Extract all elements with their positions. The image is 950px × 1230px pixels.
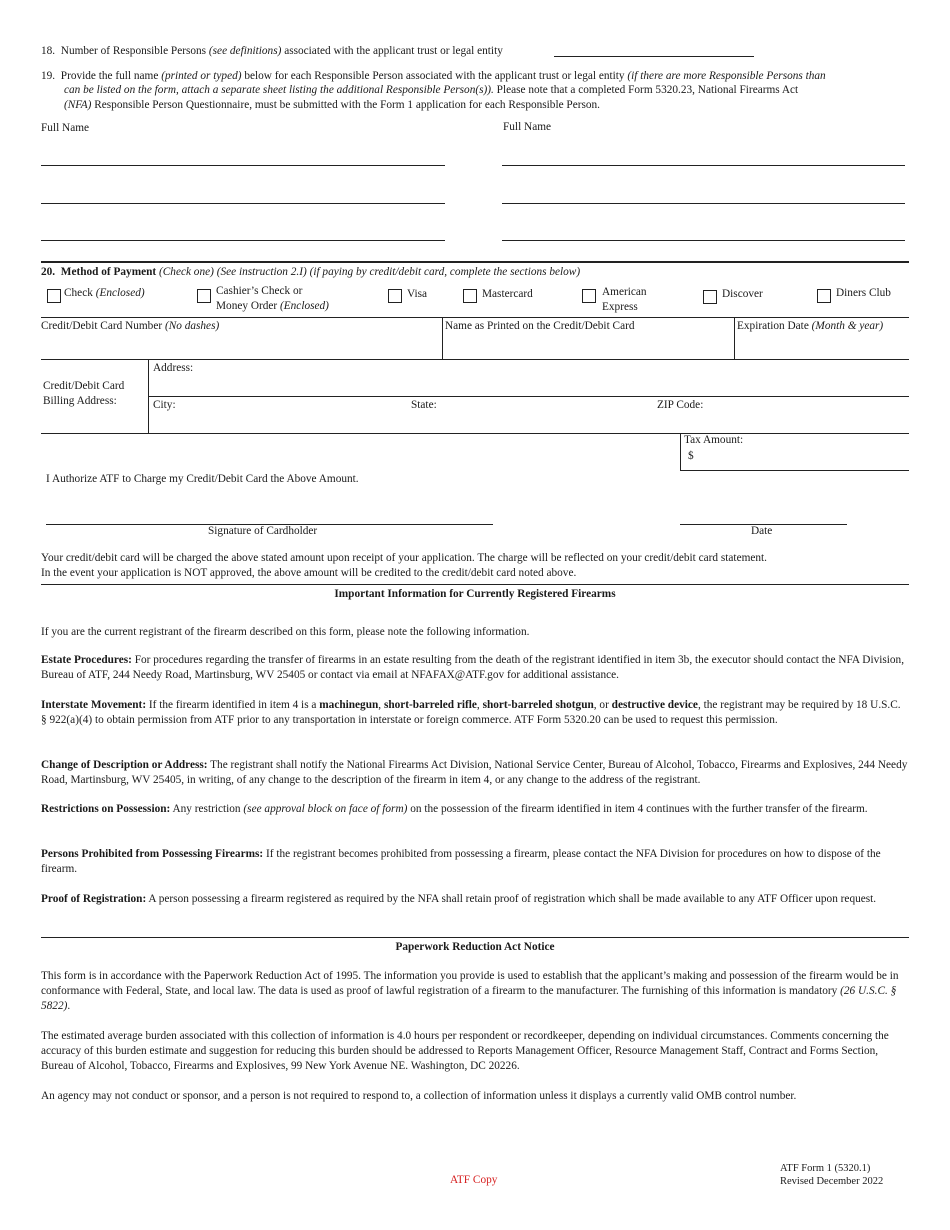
payment-heading: 20. Method of Payment (Check one) (See instruction 2.I) (if paying by credit/debit card, complete the sections below) [41, 266, 581, 278]
item-19-line-2: can be listed on the form, attach a separate sheet listing the additional Responsible Person(s)). Please note that a completed Form 5320.23, National Firearms Act [64, 84, 799, 96]
paperwork-paragraph-2: The estimated average burden associated with this collection of information is 4.0 hours per respondent or recordkeeper, depending on individual circumstances. Comments concerning the accuracy of this burden estimate and suggestion for reducing this burden should be addressed to Reports Management Officer, Resource Management Staff, Contract and Forms Section, Bureau of Alcohol, Tobacco, Firearms and Explosives, 99 New York Avenue NE. Washington, DC 20226. [41, 1030, 889, 1072]
american-express-checkbox[interactable] [582, 289, 596, 303]
persons-prohibited: Persons Prohibited from Possessing Firearms: If the registrant becomes prohibited from possessing a firearm, please contact the NFA Division for procedures on how to dispose of the firearm. [41, 848, 881, 875]
state-input[interactable] [442, 398, 652, 431]
item-19-line-1: 19. Provide the full name (printed or typed) below for each Responsible Person associated with the applicant trust or legal entity (if there are more Responsible Persons than [41, 70, 826, 82]
full-name-label-left: Full Name [41, 122, 90, 134]
item-18-label: 18. Number of Responsible Persons (see definitions) associated with the applicant trust or legal entity [41, 45, 503, 57]
billing-address-label-2: Billing Address: [43, 395, 117, 407]
full-name-field-5[interactable] [502, 203, 905, 204]
discover-checkbox[interactable] [703, 290, 717, 304]
diners-club-label: Diners Club [836, 287, 891, 299]
name-on-card-label: Name as Printed on the Credit/Debit Card [445, 320, 635, 332]
paperwork-paragraph-1: This form is in accordance with the Paperwork Reduction Act of 1995. The information you provide is used to establish that the applicant’s making and possession of the firearm would be in conformance with Federal, State, and local law. The data is used as proof of lawful registration of a firearm to the manufacturer. The furnishing of this information is mandatory (26 U.S.C. § 5822). [41, 970, 899, 1012]
cashiers-check-label-2: Money Order (Enclosed) [216, 300, 329, 312]
visa-label: Visa [407, 288, 428, 300]
authorize-text: I Authorize ATF to Charge my Credit/Debit Card the Above Amount. [46, 473, 359, 485]
american-express-label-1: American [602, 286, 647, 298]
full-name-field-2[interactable] [41, 203, 445, 204]
date-label: Date [751, 525, 773, 537]
billing-address-label-1: Credit/Debit Card [43, 380, 125, 392]
signature-label: Signature of Cardholder [208, 525, 318, 537]
paperwork-divider [41, 937, 909, 938]
american-express-label-2: Express [602, 301, 638, 313]
important-intro: If you are the current registrant of the firearm described on this form, please note the following information. [41, 626, 530, 638]
section-divider [41, 261, 909, 263]
cashiers-check-label-1: Cashier’s Check or [216, 285, 303, 297]
dollar-sign: $ [688, 450, 694, 462]
form-revised: Revised December 2022 [780, 1176, 884, 1187]
tax-amount-input[interactable] [700, 447, 905, 467]
visa-checkbox[interactable] [388, 289, 402, 303]
billing-bottom-rule [41, 433, 909, 434]
item-19-line-3: (NFA) Responsible Person Questionnaire, must be submitted with the Form 1 application for each Responsible Person. [64, 99, 601, 111]
zip-input[interactable] [712, 398, 907, 431]
estate-procedures: Estate Procedures: For procedures regarding the transfer of firearms in an estate resulting from the death of the registrant identified in item 3b, the executor should contact the NFA Division, Bureau of ATF, 244 Needy Road, Martinsburg, WV 25405 or contact via email at NFAFAX@ATF.gov for additional assistance. [41, 654, 905, 681]
address-input[interactable] [200, 361, 900, 395]
tax-divider [680, 433, 681, 470]
card-number-input[interactable] [41, 333, 441, 358]
atf-copy-label: ATF Copy [450, 1174, 498, 1186]
tax-amount-label: Tax Amount: [684, 434, 744, 446]
cashiers-check-checkbox[interactable] [197, 289, 211, 303]
full-name-field-3[interactable] [41, 240, 445, 241]
card-row-bottom-rule [41, 359, 909, 360]
mastercard-checkbox[interactable] [463, 289, 477, 303]
full-name-field-6[interactable] [502, 240, 905, 241]
card-number-label: Credit/Debit Card Number (No dashes) [41, 320, 220, 332]
diners-club-checkbox[interactable] [817, 289, 831, 303]
important-title: Important Information for Currently Registered Firearms [334, 588, 616, 600]
check-label: Check (Enclosed) [64, 287, 145, 299]
mastercard-label: Mastercard [482, 288, 533, 300]
city-label: City: [153, 399, 176, 411]
restrictions-on-possession: Restrictions on Possession: Any restriction (see approval block on face of form) on the possession of the firearm identified in item 4 continues with the further transfer of the firearm. [41, 803, 868, 815]
full-name-label-right: Full Name [503, 121, 552, 133]
address-label: Address: [153, 362, 194, 374]
city-input[interactable] [180, 398, 405, 431]
discover-label: Discover [722, 288, 763, 300]
responsible-persons-count-field[interactable] [554, 56, 754, 57]
tax-bottom-rule [680, 470, 909, 471]
name-on-card-input[interactable] [444, 333, 733, 358]
interstate-movement: Interstate Movement: If the firearm identified in item 4 is a machinegun, short-barreled rifle, short-barreled shotgun, or destructive device, the registrant may be required by 18 U.S.C. § 922(a)(4) to obtain permission from ATF prior to any transportation in interstate or foreign commerce. ATF Form 5320.20 can be used to request this permission. [41, 699, 901, 726]
charge-note-1: Your credit/debit card will be charged the above stated amount upon receipt of your application. The charge will be reflected on your credit/debit card statement. [41, 552, 767, 564]
paperwork-title: Paperwork Reduction Act Notice [395, 941, 555, 953]
full-name-field-1[interactable] [41, 165, 445, 166]
proof-of-registration: Proof of Registration: A person possessing a firearm registered as required by the NFA shall retain proof of registration which shall be made available to any ATF Officer upon request. [41, 893, 877, 905]
change-of-description: Change of Description or Address: The registrant shall notify the National Firearms Act Division, National Service Center, Bureau of Alcohol, Tobacco, Firearms and Explosives, 244 Needy Road, Martinsburg, WV 25405, in writing, of any change to the description of the firearm in item 4, or any change to the address of the registrant. [41, 759, 908, 786]
check-checkbox[interactable] [47, 289, 61, 303]
zip-label: ZIP Code: [657, 399, 704, 411]
card-row-divider-1 [442, 317, 443, 359]
expiration-input[interactable] [736, 333, 908, 358]
charge-note-2: In the event your application is NOT approved, the above amount will be credited to the credit/debit card noted above. [41, 567, 577, 579]
card-row-top-rule [41, 317, 909, 318]
form-id: ATF Form 1 (5320.1) [780, 1163, 871, 1174]
full-name-field-4[interactable] [502, 165, 905, 166]
card-row-divider-2 [734, 317, 735, 359]
important-divider [41, 584, 909, 585]
paperwork-paragraph-3: An agency may not conduct or sponsor, and a person is not required to respond to, a collection of information unless it displays a currently valid OMB control number. [41, 1090, 797, 1102]
expiration-label: Expiration Date (Month & year) [737, 320, 884, 332]
state-label: State: [411, 399, 437, 411]
address-rule [148, 396, 909, 397]
